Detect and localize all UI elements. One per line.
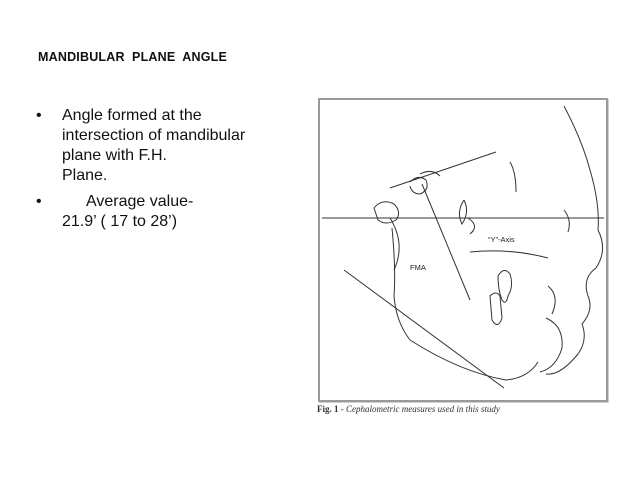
- nasal-outline: [564, 210, 569, 232]
- ptm-fissure: [459, 200, 466, 224]
- symphysis-outline: [540, 318, 562, 372]
- mandible-body: [410, 340, 538, 380]
- palatal-plane: [470, 251, 548, 258]
- orbit-outline: [510, 162, 516, 192]
- bullet-line: 21.9’ ( 17 to 28’): [62, 213, 178, 230]
- y-axis-label: “Y”-Axis: [488, 235, 515, 244]
- bullet-item-average: [36, 192, 316, 232]
- bullet-marker: •: [36, 107, 42, 124]
- bullet-line: Angle formed at the: [62, 107, 202, 124]
- cephalometric-figure: [318, 98, 608, 402]
- bullet-line: plane with F.H.: [62, 147, 167, 164]
- bullet-marker: •: [36, 193, 42, 210]
- slide-title: MANDIBULAR PLANE ANGLE: [38, 50, 228, 64]
- bullet-line: Plane.: [62, 167, 108, 184]
- bullet-list: [36, 106, 316, 232]
- mandibular-plane-line: [344, 270, 504, 388]
- lower-molar-tooth: [490, 293, 502, 325]
- figure-caption-text: Cephalometric measures used in this study: [346, 404, 500, 414]
- sella-outline: [410, 177, 427, 194]
- figure-caption-separator: -: [338, 404, 346, 414]
- ramus-border: [392, 228, 410, 340]
- bullet-line: Average value-: [86, 193, 194, 210]
- bullet-line: intersection of mandibular: [62, 127, 246, 144]
- porion-outline: [374, 202, 399, 223]
- figure-caption: [317, 404, 500, 414]
- soft-tissue-profile: [546, 106, 603, 374]
- y-axis-arc: [468, 218, 475, 234]
- fma-label: FMA: [410, 263, 426, 272]
- bullet-item-definition: [36, 106, 316, 186]
- sn-line: [390, 152, 496, 188]
- incisor-outline: [548, 286, 555, 314]
- figure-number: Fig. 1: [317, 404, 339, 414]
- cephalometric-tracing: [320, 100, 606, 400]
